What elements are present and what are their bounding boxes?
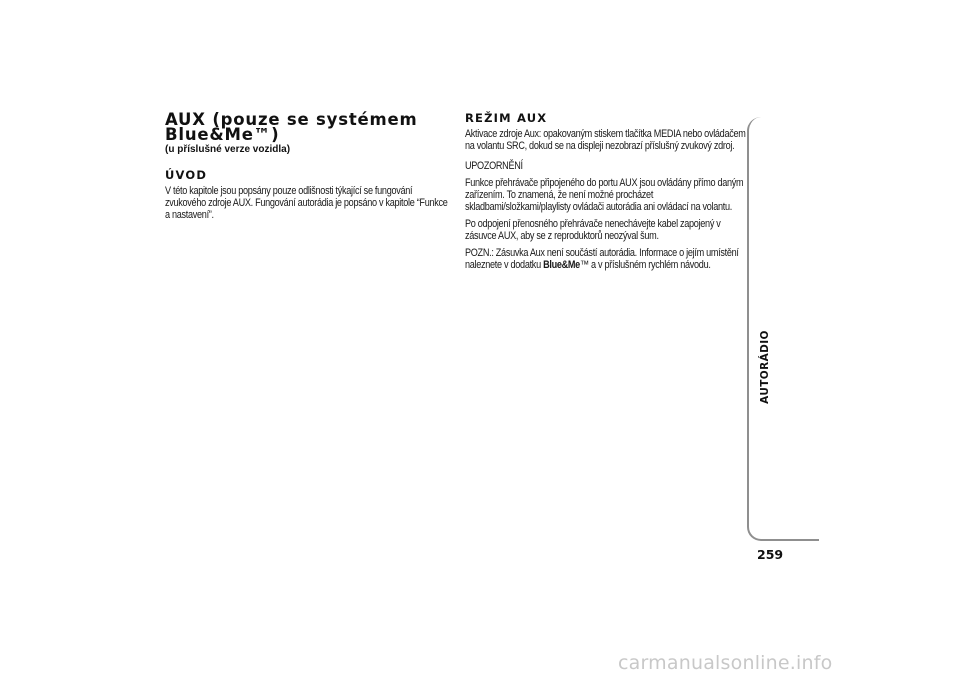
note-text-start: POZN.: Zásuvka Aux není součástí autorádia. Informace o jejím umístění naleznete v dodatku	[465, 247, 739, 271]
note-text-bold: Blue&Me	[543, 259, 580, 271]
right-column	[465, 112, 747, 271]
paragraph-note	[465, 247, 749, 271]
section-heading-rezim-aux: REŽIM AUX	[465, 111, 548, 125]
note-text-end: ™ a v příslušném rychlém návodu.	[579, 259, 711, 271]
paragraph-activation: Aktivace zdroje Aux: opakovaným stiskem tlačítka MEDIA nebo ovládačem na volantu SRC, dokud se na displeji nezobrazí příslušný zvukový zdroj.	[465, 128, 746, 152]
paragraph-disconnect: Po odpojení přenosného přehrávače nenechávejte kabel zapojený v zásuvce AUX, aby se z reproduktorů neozýval šum.	[465, 218, 721, 242]
page-subtitle: (u příslušné verze vozidla)	[165, 144, 291, 155]
warning-label: UPOZORNĚNÍ	[465, 160, 523, 172]
side-tab-label: AUTORÁDIO	[759, 330, 771, 404]
paragraph-warning: Funkce přehrávače připojeného do portu AUX jsou ovládány přímo daným zařízením. To znamená, že není možné procházet skladbami/složkami/playlisty ovládači autorádia ani ovládací na volantu.	[465, 177, 744, 213]
page-title	[165, 112, 450, 142]
page-number: 259	[757, 547, 784, 562]
title-line-1: AUX (pouze se systémem	[165, 110, 418, 129]
side-tab-border	[747, 117, 819, 541]
section-text-uvod: V této kapitole jsou popsány pouze odlišnosti týkající se fungování zvukového zdroje AUX. Fungování autorádia je popsáno v kapitole “Funkce a nastavení”.	[165, 185, 448, 221]
left-column	[165, 112, 450, 221]
watermark: carmanualsonline.info	[618, 652, 833, 674]
title-line-2: Blue&Me™)	[165, 125, 280, 144]
section-heading-uvod: ÚVOD	[165, 168, 208, 182]
